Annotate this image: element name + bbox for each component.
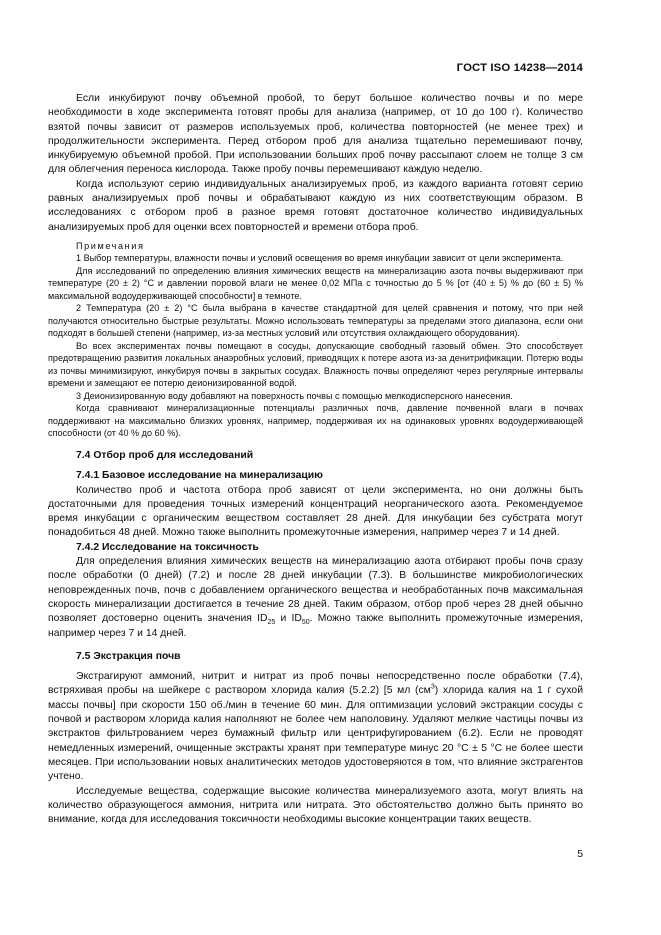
- paragraph: Если инкубируют почву объемной пробой, то берут большое количество почвы и по мере необходимости в ходе эксперимента готовят пробы для анализа (например, от 10 до 100 г). Количество взятой почвы зависит от размеров используемых проб, количества повторностей (не менее трех) и продолжительности эксперимента. Перед отбором проб для анализа тщательно перемешивают почву, инкубируемую объемной пробой. При использовании больших проб почву рассыпают слоем не толще 3 см для облегчения переноса кислорода. Также пробу почвы перемешивают каждую неделю.: [48, 93, 583, 176]
- paragraph: [48, 670, 583, 784]
- note-item: 1 Выбор температуры, влажности почвы и условий освещения во время инкубации зависит от цели эксперимента.: [76, 253, 564, 264]
- subsection-heading: 7.4.2 Исследование на токсичность: [76, 541, 259, 553]
- note-item: Во всех экспериментах почвы помещают в сосуды, допускающие свободный газовый обмен. Это способствует предотвращению развития локальных анаэробных условий, приводящих к потере азота из-за денитрификации. Потерю воды из почвы минимизируют, инкубируя почвы в закрытых сосудах. Влажность почвы определяют через регулярные интервалы времени и замещают ее потерю деионизированной водой.: [48, 340, 583, 389]
- page-body: [48, 92, 583, 827]
- notes-title: Примечания: [76, 240, 145, 251]
- subsection-heading: 7.4.1 Базовое исследование на минерализацию: [76, 470, 324, 482]
- text-run: ) хлорида калия на 1 г сухой массы почвы] при скорости 150 об./мин в течение 60 мин. Для оптимизации условий экстракции сосуды с почвой и раствором хлорида калия наполняют не более чем наполовину. Удаляют мелкие частицы почвы из экстрактов фильтрованием через бумажный фильтр или центрифугированием (6.2). Если не проводят немедленных измерений, очищенные экстракты хранят при температуре минус 20 °С ± 5 °С не более шести месяцев. При использовании новых аналитических методов удостоверяются в том, что влияние экстрагентов учтено.: [48, 685, 583, 783]
- paragraph: Исследуемые вещества, содержащие высокие количества минерализуемого азота, могут влиять на количество образующегося аммония, нитрита или нитрата. Это обстоятельство должно быть принято во внимание, когда для исследования токсичности необходимы высокие концентрации таких веществ.: [48, 785, 583, 826]
- text-run: и ID: [275, 613, 302, 625]
- superscript: 3: [430, 683, 435, 691]
- section-heading: 7.4 Отбор проб для исследований: [76, 449, 254, 461]
- note-item: 3 Деионизированную воду добавляют на поверхность почвы с помощью мелкодисперсного нанесения.: [76, 390, 513, 401]
- paragraph: Количество проб и частота отбора проб зависят от цели эксперимента, но они должны быть достаточными для проведения точных измерений концентраций неорганического азота. Рекомендуемое время инкубации с органическим веществом составляет 28 дней. Для инкубации без субстрата могут понадобиться 48 дней. Можно также выполнить промежуточные измерения, например через 7 и 14 дней.: [48, 484, 583, 539]
- note-item: Когда сравнивают минерализационные потенциалы различных почв, давление почвенной влаги в почвах поддерживают на максимально близких уровнях, например, поддерживая их на одинаковых уровнях водоудерживающей способности (от 40 % до 60 %).: [48, 403, 583, 439]
- page-number: 5: [577, 849, 583, 860]
- section-heading: 7.5 Экстракция почв: [76, 650, 181, 662]
- subscript: 25: [267, 619, 276, 627]
- paragraph: Когда используют серию индивидуальных анализируемых проб, из каждого варианта готовят серию равных анализируемых проб почвы и обрабатывают каждую из них соответствующим образом. В исследованиях с отбором проб в разное время готовят достаточное количество индивидуальных анализируемых проб для оценки всех повторностей и времени отбора проб.: [48, 178, 583, 233]
- paragraph: [48, 555, 583, 641]
- text-run: . Можно также выполнить промежуточные измерения, например через 7 и 14 дней.: [48, 613, 583, 639]
- text-run: Для определения влияния химических веществ на минерализацию азота отбирают пробы почв сразу после обработки (0 дней) (7.2) и после 28 дней инкубации (7.3). В большинстве микробиологических неповрежденных почв, почв с добавлением органического вещества и необработанных почв максимальная скорость минерализации достигается в течение 28 дней. Таким образом, отбор проб через 28 дней обычно позволяет достоверно оценить значения ID: [48, 556, 583, 625]
- document-code: ГОСТ ISO 14238—2014: [456, 62, 583, 74]
- text-run: Экстрагируют аммоний, нитрит и нитрат из проб почвы непосредственно после обработки (7.4), встряхивая пробы на шейкере с раствором хлорида калия (5.2.2) [5 мл (см: [48, 671, 583, 697]
- subscript: 50: [301, 619, 310, 627]
- note-item: 2 Температура (20 ± 2) °С была выбрана в качестве стандартной для целей сравнения и потому, что при ней получаются относительно быстрые результаты. Можно использовать температуры за пределами этого диапазона, если они подходят в большей степени (например, из-за местных условий или отсутствия охлаждающего оборудования).: [48, 303, 583, 339]
- note-item: Для исследований по определению влияния химических веществ на минерализацию азота почвы выдерживают при температуре (20 ± 2) °С и давлении поровой влаги не менее 0,02 МПа с точностью до 5 % [от (40 ± 5) % до (60 ± 5) % максимальной водоудерживающей способности] в темноте.: [48, 265, 583, 301]
